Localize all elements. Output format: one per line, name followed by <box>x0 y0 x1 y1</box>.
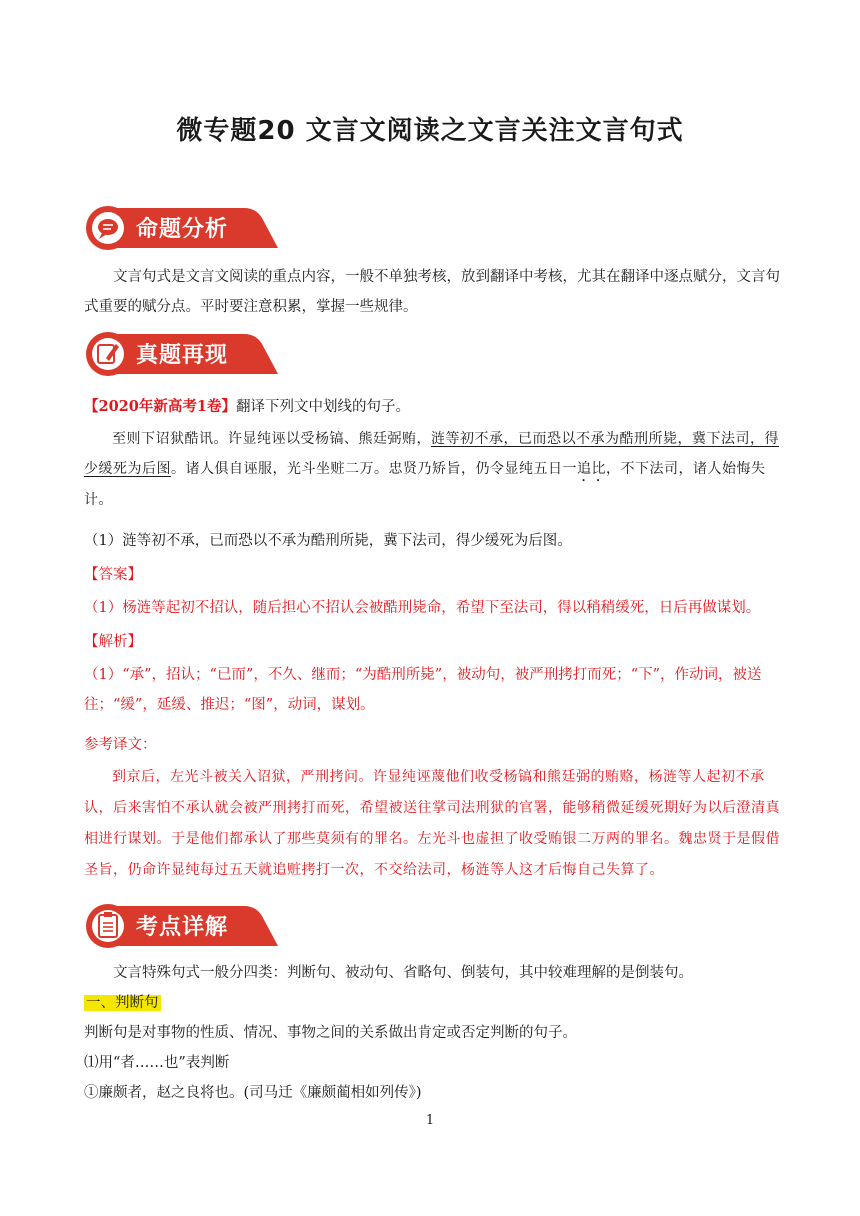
passage-text: 至则下诏狱酷讯。许显纯诬以受杨镐、熊廷弼贿， <box>112 431 431 447</box>
page-title: 微专题20 文言文阅读之文言关注文言句式 <box>176 116 684 146</box>
translation-label: 参考译文： <box>84 737 157 753</box>
dotted-word: 追比 <box>577 461 606 477</box>
section-banner-analysis <box>84 204 284 252</box>
definition-text: 判断句是对事物的性质、情况、事物之间的关系做出肯定或否定判断的句子。 <box>84 1025 577 1041</box>
page-number: 1 <box>425 1113 435 1128</box>
exam-tag: 【2020年新高考1卷】 <box>84 398 236 415</box>
banner-label: 考点详解 <box>136 915 229 940</box>
section-banner-detail <box>84 902 284 950</box>
section-banner-exam <box>84 330 284 378</box>
underlined-sentence: 得少缓死为后图 <box>84 431 779 477</box>
passage <box>84 424 784 515</box>
banner-label: 命题分析 <box>136 217 229 242</box>
highlighted-heading: 一、判断句 <box>86 995 159 1011</box>
answer-text: （1）杨涟等起初不招认，随后担心不招认会被酷刑毙命，希望下至法司，得以稍稍缓死，日后再做谋划。 <box>84 600 761 616</box>
answer-label: 【答案】 <box>84 567 142 583</box>
passage-text: 。诸人俱自诬服，光斗坐赃二万。忠贤乃矫旨，仍令显纯五日一 <box>171 461 577 477</box>
intro-paragraph: 文言句式是文言文阅读的重点内容，一般不单独考核，放到翻译中考核，尤其在翻译中逐点赋分，文言句式重要的赋分点。平时要注意积累，掌握一些规律。 <box>84 269 780 315</box>
subheading: ⑴用“者……也”表判断 <box>84 1055 230 1071</box>
analysis-text: （1）“承”，招认；“已而”，不久、继而；“为酷刑所毙”，被动句，被严刑拷打而死；“下”，作动词，被送往；“缓”，延缓、推迟；“图”，动词，谋划。 <box>84 667 762 713</box>
passage-text: ，不下法司，诸人始悔失计。 <box>84 461 766 508</box>
section-heading-judgment <box>84 988 784 1018</box>
question-header <box>84 392 784 422</box>
underlined-sentence: 涟等初不承，已而恐以不承为酷刑所毙，冀下法司， <box>431 431 765 447</box>
analysis-label: 【解析】 <box>84 634 142 650</box>
question-item: （1）涟等初不承，已而恐以不承为酷刑所毙，冀下法司，得少缓死为后图。 <box>84 533 572 549</box>
example-text: ①廉颇者，赵之良将也。(司马迁《廉颇蔺相如列传》) <box>84 1085 422 1101</box>
detail-intro: 文言特殊句式一般分四类：判断句、被动句、省略句、倒装句，其中较难理解的是倒装句。 <box>113 965 693 981</box>
translation-text: 到京后，左光斗被关入诏狱，严刑拷问。许显纯诬蔑他们收受杨镐和熊廷弼的贿赂，杨涟等人起初不承认，后来害怕不承认就会被严刑拷打而死，希望被送往掌司法刑狱的官署，能够稍微延缓死期好为以后澄清真相进行谋划。于是他们都承认了那些莫须有的罪名。左光斗也虚担了收受贿银二万两的罪名。魏忠贤于是假借圣旨，仍命许显纯每过五天就追赃拷打一次，不交给法司，杨涟等人这才后悔自己失算了。 <box>84 769 780 878</box>
banner-label: 真题再现 <box>136 343 229 368</box>
question-prompt: 翻译下列文中划线的句子。 <box>235 399 410 415</box>
